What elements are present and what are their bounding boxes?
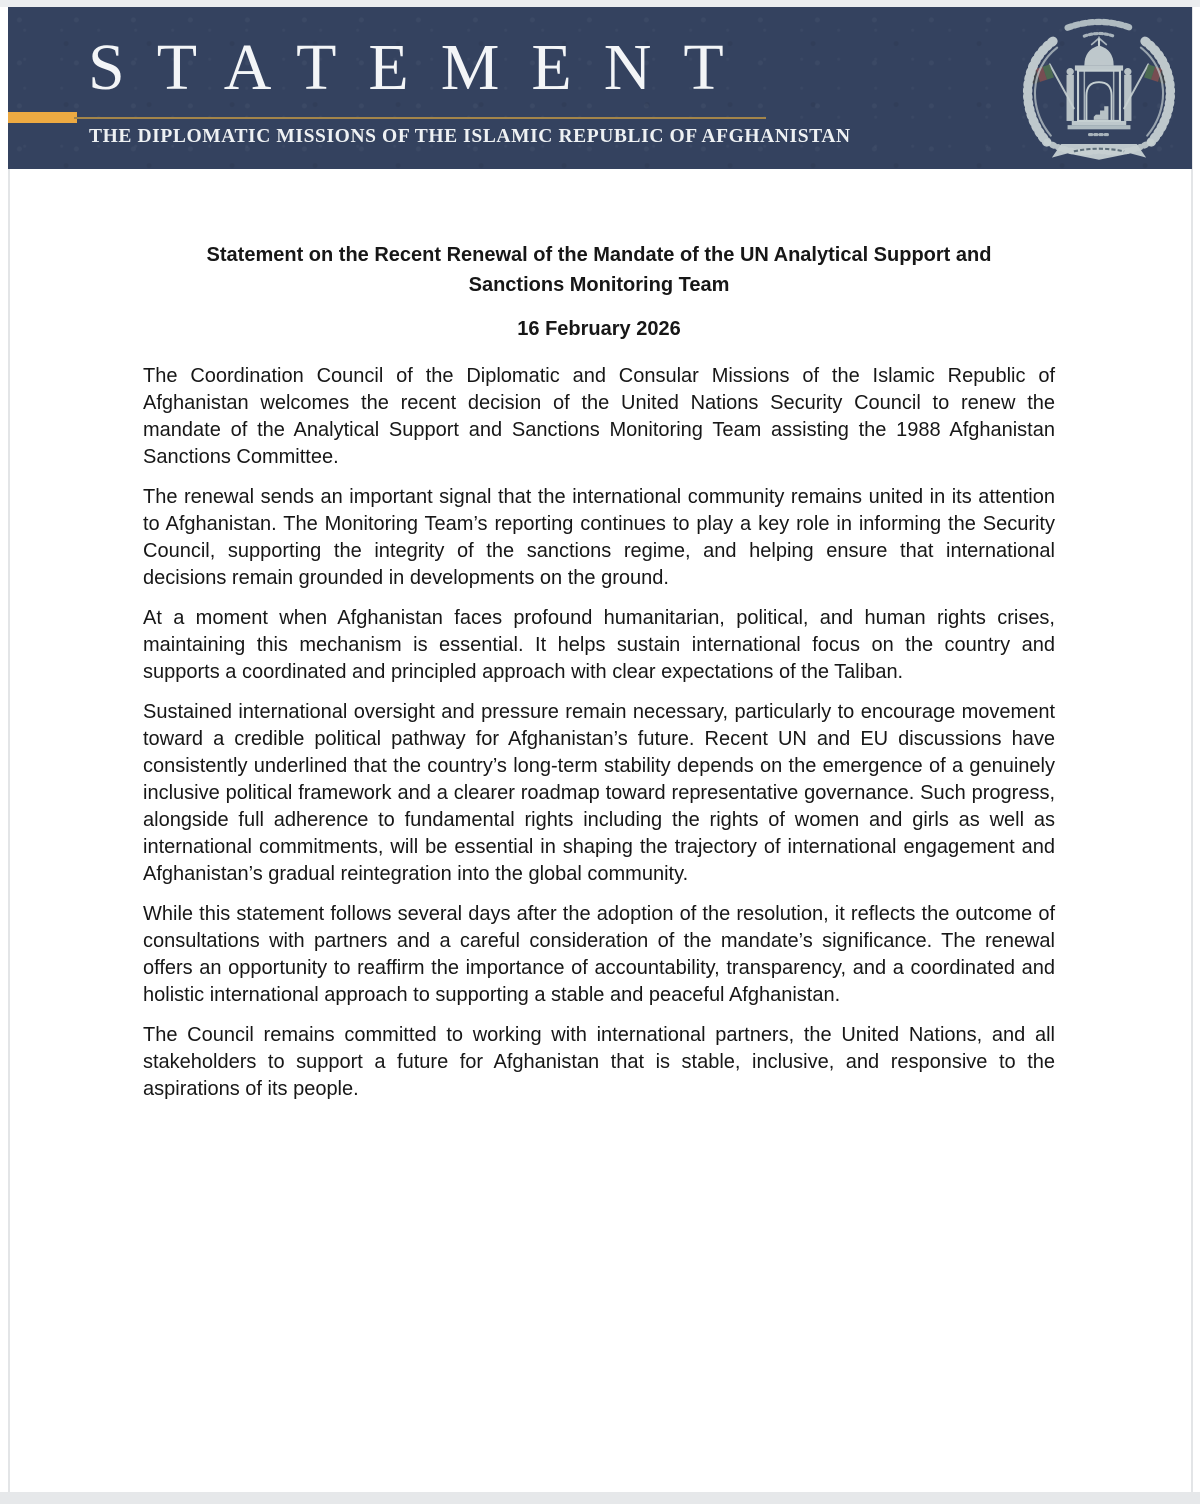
statement-banner — [8, 7, 1192, 169]
banner-divider-line — [74, 117, 766, 119]
page-right-edge — [1191, 7, 1193, 1492]
page-left-edge — [8, 7, 10, 1492]
gold-accent-bar — [8, 112, 77, 123]
page-top-edge — [0, 0, 1200, 7]
document-date: 16 February 2026 — [517, 318, 681, 340]
paragraph-4: Sustained international oversight and pressure remain necessary, particularly to encourage movement toward a credible political pathway for Afghanistan’s future. Recent UN and EU discussions have consistently underlined that the country’s long-term stability depends on the emergence of a genuinely inclusive political framework and a clearer roadmap toward representative governance. Such progress, alongside full adherence to fundamental rights including the rights of women and girls as well as international commitments, will be essential in shaping the trajectory of international engagement and Afghanistan’s gradual reintegration into the global community. — [143, 701, 1055, 885]
afghanistan-emblem-icon — [1015, 12, 1183, 166]
paragraph-6: The Council remains committed to working with international partners, the United Nations, and all stakeholders to support a future for Afghanistan that is stable, inclusive, and responsive to the aspirations of its people. — [143, 1024, 1055, 1100]
paragraph-2: The renewal sends an important signal that the international community remains united in its attention to Afghanistan. The Monitoring Team’s reporting continues to play a key role in informing the Security Council, supporting the integrity of the sanctions regime, and helping ensure that international decisions remain grounded in developments on the ground. — [143, 486, 1055, 589]
banner-title: STATEMENT — [88, 31, 756, 104]
page-bottom-edge — [0, 1492, 1200, 1504]
statement-body — [143, 240, 1055, 1116]
paragraph-5: While this statement follows several days after the adoption of the resolution, it reflects the outcome of consultations with partners and a careful consideration of the mandate’s significance. The renewal offers an opportunity to reaffirm the importance of accountability, transparency, and a coordinated and holistic international approach to supporting a stable and peaceful Afghanistan. — [143, 903, 1055, 1006]
document-title: Statement on the Recent Renewal of the Mandate of the UN Analytical Support and Sanctions Monitoring Team — [206, 244, 992, 296]
paragraph-1: The Coordination Council of the Diplomatic and Consular Missions of the Islamic Republic of Afghanistan welcomes the recent decision of the United Nations Security Council to renew the mandate of the Analytical Support and Sanctions Monitoring Team assisting the 1988 Afghanistan Sanctions Committee. — [143, 365, 1055, 468]
banner-subtitle: THE DIPLOMATIC MISSIONS OF THE ISLAMIC REPUBLIC OF AFGHANISTAN — [89, 126, 851, 147]
paragraph-3: At a moment when Afghanistan faces profound humanitarian, political, and human rights crises, maintaining this mechanism is essential. It helps sustain international focus on the country and supports a coordinated and principled approach with clear expectations of the Taliban. — [143, 607, 1055, 683]
